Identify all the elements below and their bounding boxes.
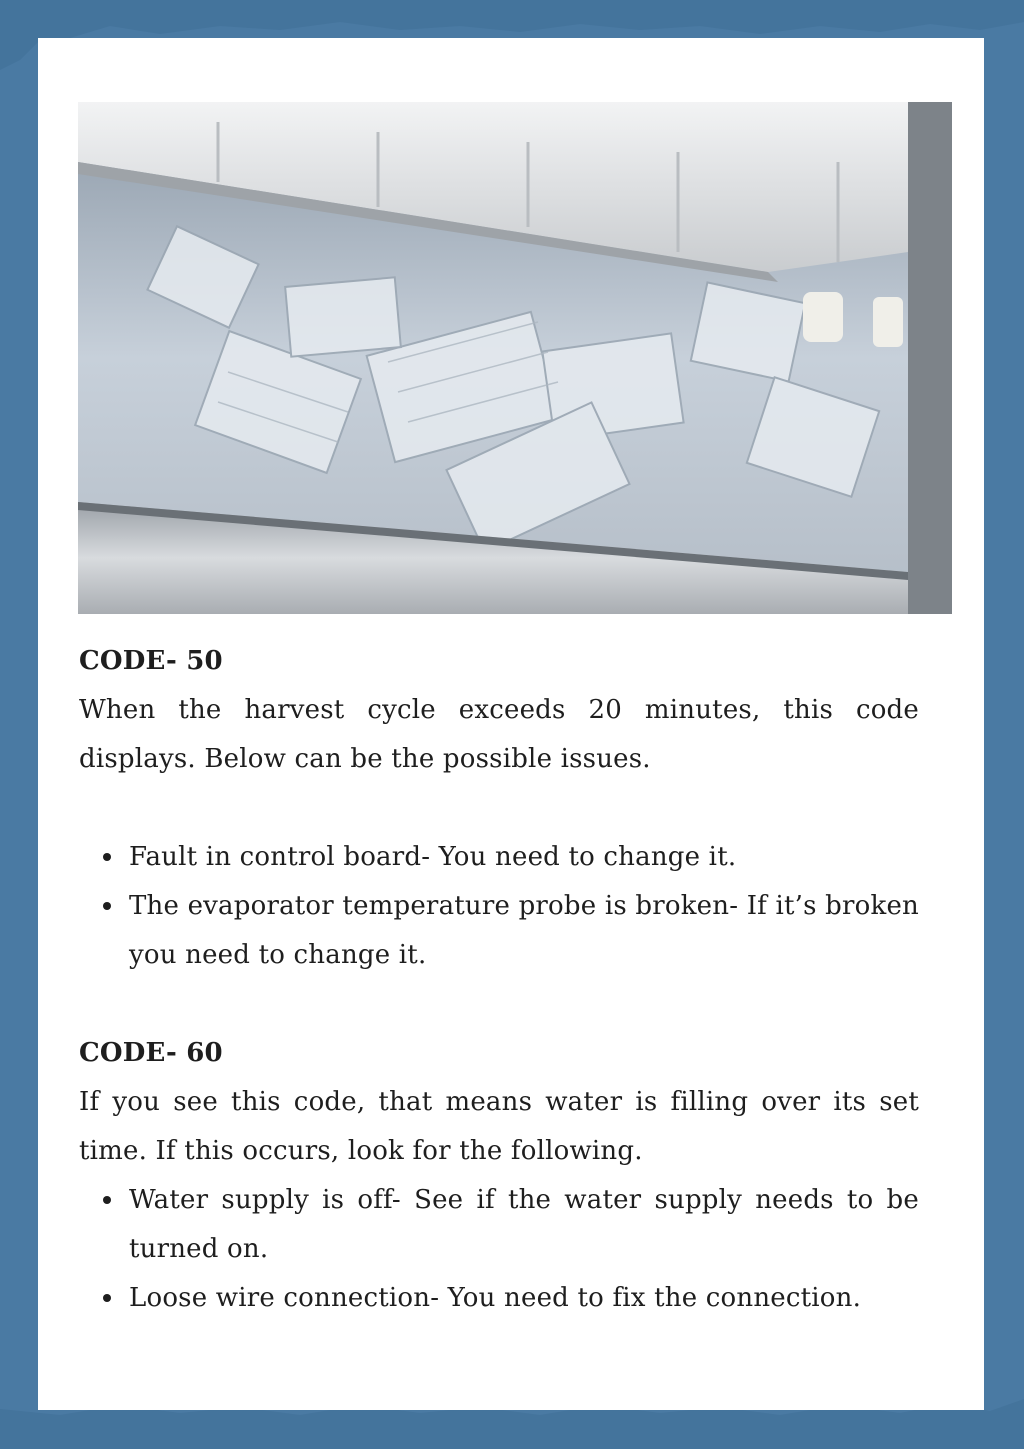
section-code-60: [79, 1029, 919, 1323]
list-item: [129, 1176, 919, 1274]
bullet-icon: [103, 1196, 111, 1204]
list-item: [129, 882, 919, 980]
list-item-text: The evaporator temperature probe is broken- If it’s broken you need to change it.: [129, 891, 919, 970]
bullet-icon: [103, 1294, 111, 1302]
bullet-icon: [103, 853, 111, 861]
issue-list: [79, 833, 919, 980]
code-heading: CODE- 60: [79, 1038, 223, 1068]
list-item-text: Water supply is off- See if the water supply needs to be turned on.: [129, 1185, 919, 1264]
bullet-icon: [103, 902, 111, 910]
code-description: If you see this code, that means water is filling over its set time. If this occurs, look for the following.: [79, 1087, 919, 1166]
issue-list: [79, 1176, 919, 1323]
list-item: [129, 833, 919, 882]
article-content: [79, 637, 919, 1323]
ice-maker-photo: [78, 102, 952, 614]
section-code-50: [79, 637, 919, 980]
list-item-text: Fault in control board- You need to change it.: [129, 842, 737, 872]
ice-bin-illustration: [78, 102, 952, 614]
list-item-text: Loose wire connection- You need to fix the connection.: [129, 1283, 862, 1313]
code-heading: CODE- 50: [79, 646, 223, 676]
list-item: [129, 1274, 919, 1323]
code-description: When the harvest cycle exceeds 20 minutes, this code displays. Below can be the possible issues.: [79, 695, 919, 774]
